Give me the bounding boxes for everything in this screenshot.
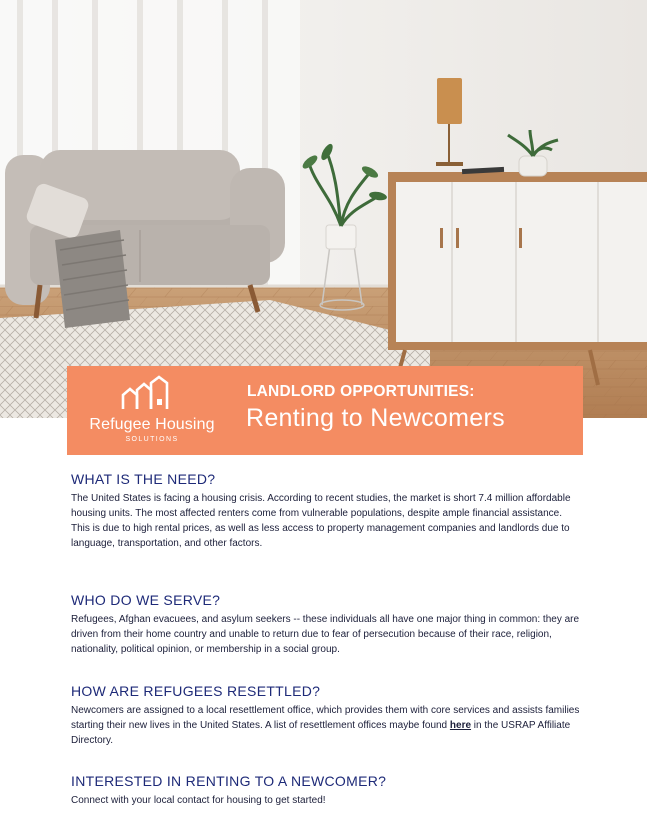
section-heading: WHAT IS THE NEED? (71, 471, 216, 487)
brand-subtitle: SOLUTIONS (125, 436, 179, 443)
here-link[interactable]: here (449, 720, 472, 731)
title-banner (67, 366, 583, 455)
banner-kicker: LANDLORD OPPORTUNITIES: (247, 383, 475, 400)
body-text-before: Newcomers are assigned to a local resettlement office, which provides them with core services and assists families starting their new lives in the United States. A list of resettlement offices maybe found (71, 705, 580, 731)
section-heading: INTERESTED IN RENTING TO A NEWCOMER? (71, 773, 387, 789)
section-resettled (71, 683, 581, 748)
page-title: Renting to Newcomers (246, 404, 505, 432)
section-heading: WHO DO WE SERVE? (71, 592, 221, 608)
section-serve (71, 592, 581, 657)
section-need (71, 471, 581, 551)
section-body (71, 703, 581, 748)
house-logo-icon (121, 375, 181, 416)
section-body: Refugees, Afghan evacuees, and asylum seekers -- these individuals all have one major thing in common: they are driven from their home country and unable to return due to fear of persecution because of their race, religion, nationality, political opinion, or membership in a social group. (71, 614, 580, 655)
section-body: Connect with your local contact for housing to get started! (71, 795, 326, 806)
section-interested (71, 773, 581, 808)
section-body: The United States is facing a housing crisis. According to recent studies, the market is short 7.4 million affordable housing units. The most affected renters come from vulnerable populations, despite ample financial assistance. This is due to high rental prices, as well as less access to property management companies and landlords due to language, transportation, and other factors. (71, 493, 571, 549)
section-heading: HOW ARE REFUGEES RESETTLED? (71, 683, 321, 699)
body-text-after: in the USRAP Affiliate Directory. (71, 720, 571, 746)
brand-name: Refugee Housing (89, 416, 215, 433)
